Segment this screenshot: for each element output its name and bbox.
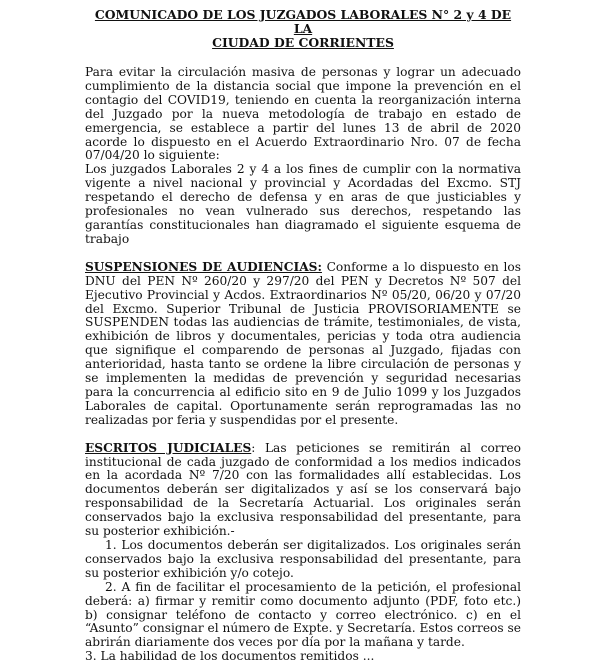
intro-paragraph-2: Los juzgados Laborales 2 y 4 a los fines de cumplir con la normativa vigente a nivel nacional y provincial y Acordadas del Excmo. STJ respetando el derecho de defensa y en aras de que justiciables y profesionales no vean vulnerado sus derechos, respetando las garantías constitucionales han diagramado el siguiente esquema de trabajo — [85, 162, 521, 246]
title-line-1: COMUNICADO DE LOS JUZGADOS LABORALES N° 2 y 4 DE LA — [94, 7, 512, 36]
list-item-rest: deberá: a) firmar y remitir como documento adjunto (PDF, foto etc.) b) consignar teléfono de contacto y correo electrónico. c) en el “Asunto” consignar el número de Expte. y Secretaría. Estos correos se abrirán diariamente dos veces por día por la mañana y tarde. — [85, 593, 521, 650]
list-item — [85, 581, 521, 651]
escritos-heading: ESCRITOS JUDICIALES — [85, 440, 252, 455]
list-item-rest: conservados bajo la exclusiva responsabilidad del presentante, para su posterior exhibición y/o cotejo. — [85, 551, 521, 580]
list-item — [85, 539, 521, 581]
list-item-number: 1. — [105, 538, 117, 552]
intro-paragraph-1: Para evitar la circulación masiva de personas y lograr un adecuado cumplimiento de la distancia social que impone la prevención en el contagio del COVID19, teniendo en cuenta la reorganización interna del Juzgado por la nueva metodología de trabajo en estado de emergencia, se establece a partir del lunes 13 de abril de 2020 acorde lo dispuesto en el Acuerdo Extraordinario Nro. 07 de fecha 07/04/20 lo siguiente: — [85, 65, 521, 163]
document-title — [85, 8, 521, 50]
list-item-first-line: A fin de facilitar el procesamiento de la petición, el profesional — [121, 579, 522, 594]
list-item-cut-off: 3. La habilidad de los documentos remitidos ... — [85, 649, 375, 664]
suspensiones-heading: SUSPENSIONES DE AUDIENCIAS: — [85, 259, 322, 274]
suspensiones-section — [85, 261, 521, 428]
escritos-section — [85, 442, 521, 539]
list-item-first-line: Los documentos deberán ser digitalizados. Los originales serán — [121, 538, 521, 552]
title-line-2: CIUDAD DE CORRIENTES — [212, 35, 394, 50]
escritos-text: : Las peticiones se remitirán al correo institucional de cada juzgado de conformidad a los medios indicados en la acordada Nº 7/20 con las formalidades allí establecidas. Los documentos deberán ser digitalizados y así se los conservará bajo responsabilidad de la Secretaría Actuarial. Los originales serán conservados bajo la exclusiva responsabilidad del presentante, para su posterior exhibición.- — [85, 440, 521, 539]
suspensiones-text: Conforme a lo dispuesto en los DNU del PEN Nº 260/20 y 297/20 del PEN y Decretos Nº 507 del Ejecutivo Provincial y Acdos. Extraordinarios Nº 05/20, 06/20 y 07/20 del Excmo. Superior Tribunal de Justicia PROVISORIAMENTE se SUSPENDEN todas las audiencias de trámite, testimoniales, de vista, exhibición de libros y documentales, pericias y toda otra audiencia que signifique el comparendo de personas al Juzgado, fijadas con anterioridad, hasta tanto se ordene la libre circulación de personas y se implementen la medidas de prevención y seguridad necesarias para la concurrencia al edificio sito en 9 de Julio 1099 y los Juzgados Laborales de capital. Oportunamente serán reprogramadas las no realizadas por feria y suspendidas por el presente. — [85, 259, 521, 427]
list-item-number: 2. — [105, 579, 117, 594]
escritos-list — [85, 538, 522, 664]
document-page — [85, 7, 522, 664]
